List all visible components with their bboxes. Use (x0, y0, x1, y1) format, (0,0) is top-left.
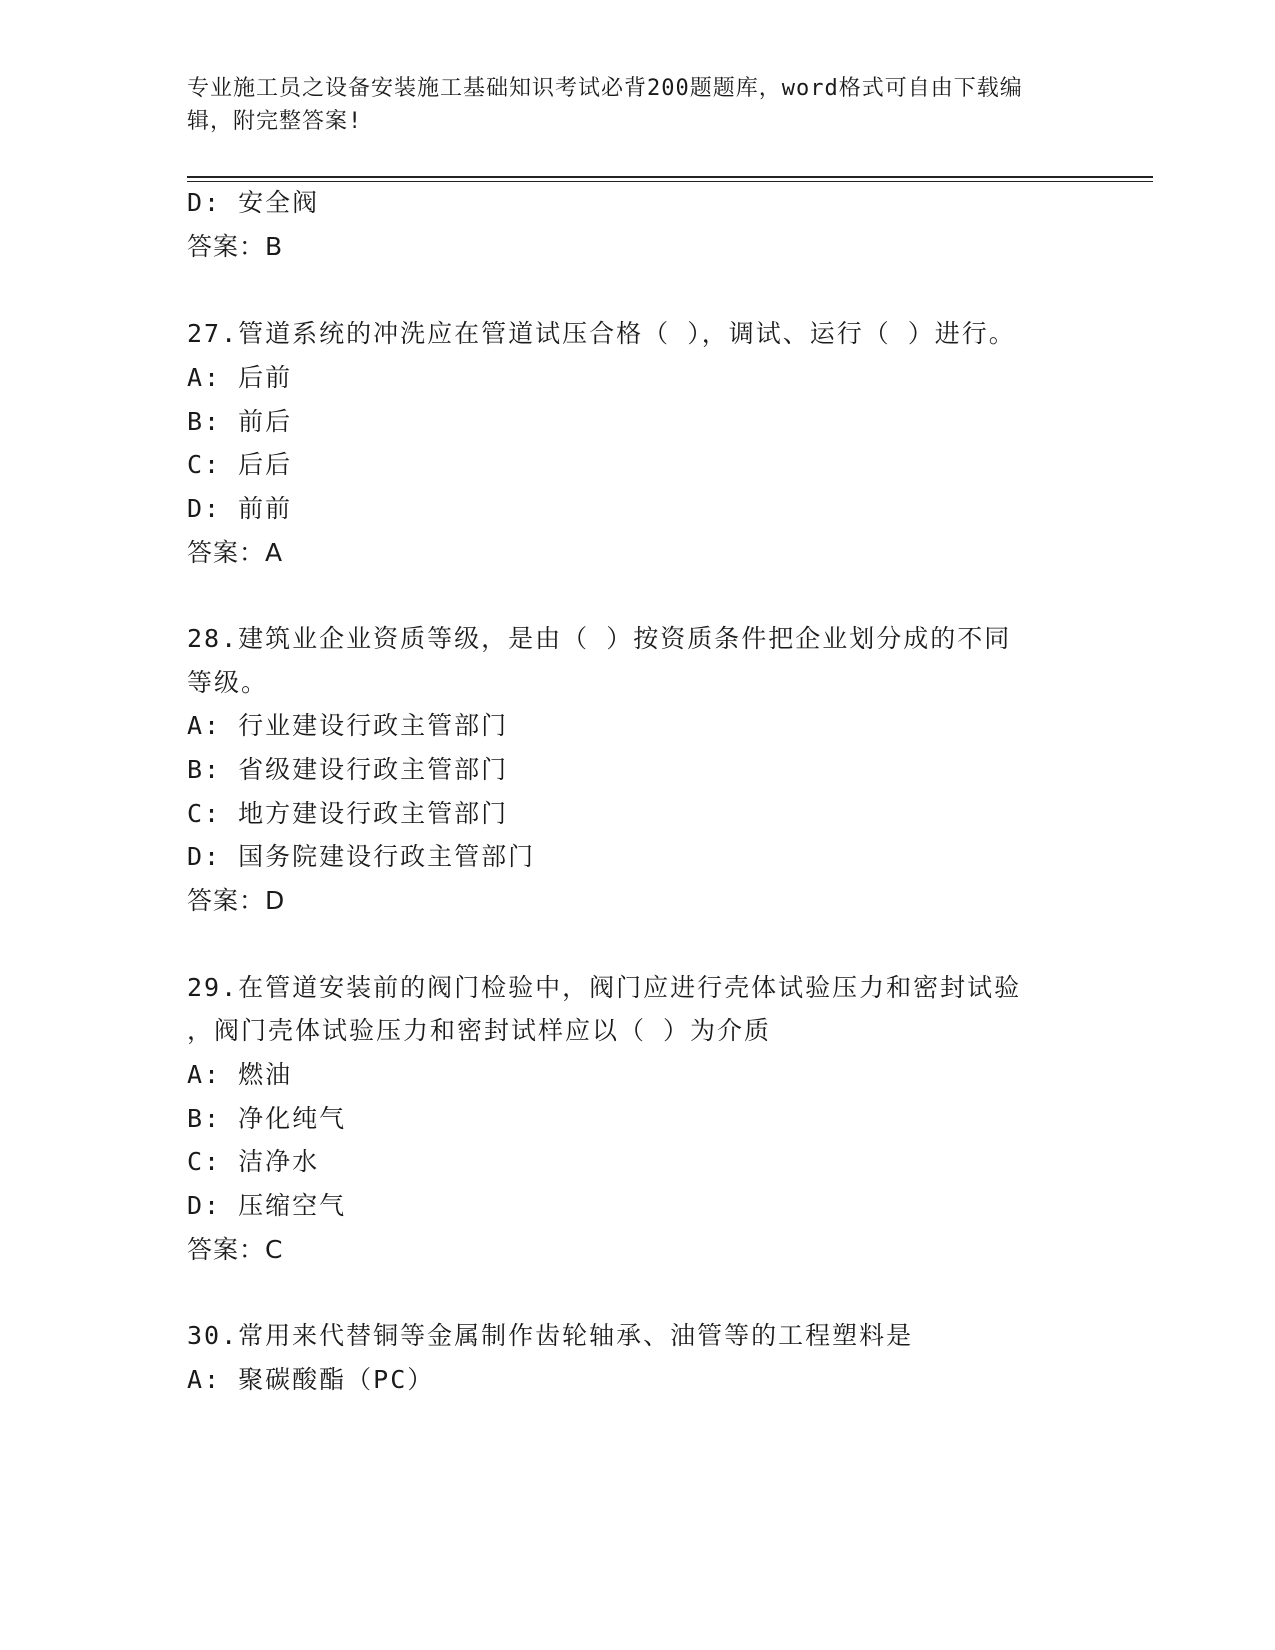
q29-option-d: D: 压缩空气 (187, 1191, 347, 1220)
q28-stem-line-2: 等级。 (187, 668, 269, 697)
q27-option-c: C: 后后 (187, 450, 293, 479)
q27-answer: 答案：A (187, 538, 284, 567)
q27-stem: 27.管道系统的冲洗应在管道试压合格（ ），调试、运行（ ）进行。 (187, 319, 1016, 348)
q29-answer: 答案：C (187, 1235, 284, 1264)
prev-option-d: D: 安全阀 (187, 188, 320, 217)
q30-stem: 30.常用来代替铜等金属制作齿轮轴承、油管等的工程塑料是 (187, 1321, 914, 1350)
q29-option-a: A: 燃油 (187, 1060, 293, 1089)
q27-option-d: D: 前前 (187, 494, 293, 523)
q27-option-a: A: 后前 (187, 363, 293, 392)
q29-stem-line-1: 29.在管道安装前的阀门检验中，阀门应进行壳体试验压力和密封试验 (187, 973, 1022, 1002)
q27-option-b: B: 前后 (187, 407, 293, 436)
q29-option-c: C: 洁净水 (187, 1147, 320, 1176)
q28-option-a: A: 行业建设行政主管部门 (187, 711, 509, 740)
q29-option-b: B: 净化纯气 (187, 1104, 347, 1133)
header-rule-thick (187, 176, 1153, 178)
q28-stem-line-1: 28.建筑业企业资质等级，是由（ ）按资质条件把企业划分成的不同 (187, 624, 1012, 653)
q28-option-b: B: 省级建设行政主管部门 (187, 755, 509, 784)
q28-answer: 答案：D (187, 886, 286, 915)
document-header: 专业施工员之设备安装施工基础知识考试必背200题题库，word格式可自由下载编辑，附完整答案! (187, 76, 1023, 134)
q30-option-a: A: 聚碳酸酯（PC） (187, 1365, 435, 1394)
q28-option-d: D: 国务院建设行政主管部门 (187, 842, 536, 871)
q28-option-c: C: 地方建设行政主管部门 (187, 799, 509, 828)
prev-answer: 答案：B (187, 232, 284, 261)
header-rule-thin (187, 181, 1153, 182)
q29-stem-line-2: ，阀门壳体试验压力和密封试样应以（ ）为介质 (187, 1016, 772, 1045)
